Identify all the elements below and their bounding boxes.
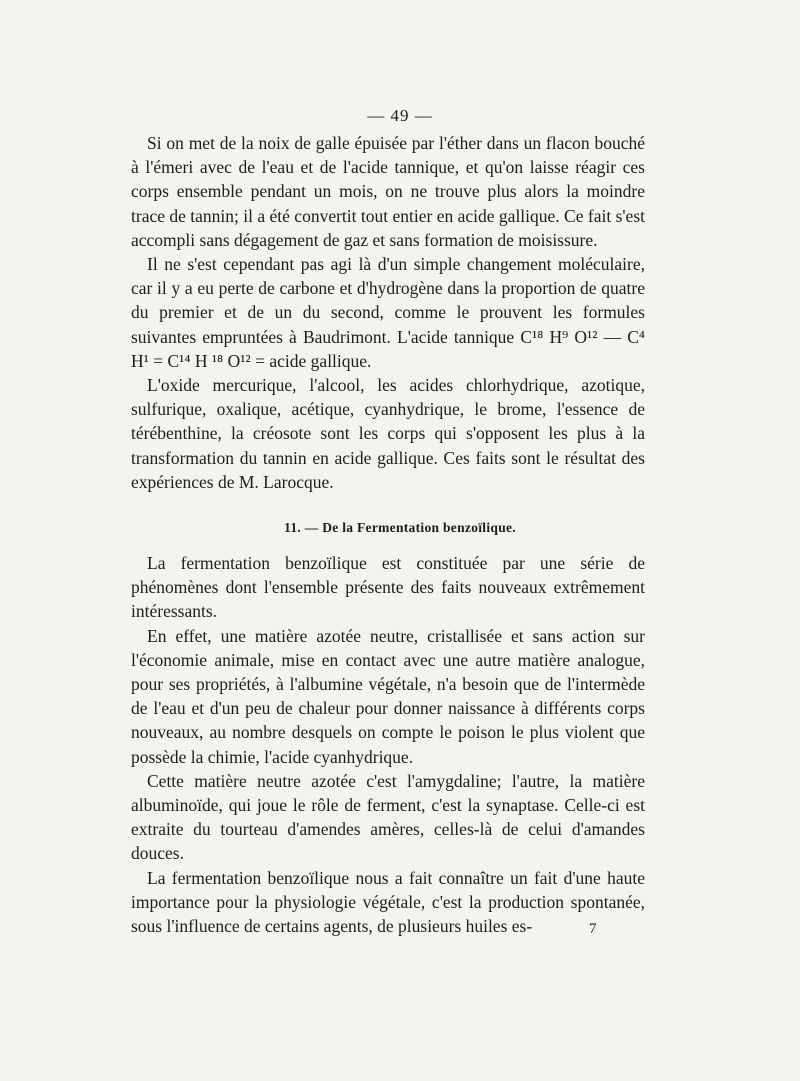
- text-block-after-heading: [131, 551, 645, 938]
- paragraph-inhibitors: L'oxide mercurique, l'alcool, les acides chlorhydrique, azotique, sulfurique, oxalique, acétique, cyanhydrique, le brome, l'essence de térébenthine, la créosote sont les corps qui s'opposent les plus à la transformation du tannin en acide gallique. Ces faits sont le résultat des expériences de M. Larocque.: [131, 375, 645, 492]
- paragraph-synaptase: Cette matière neutre azotée c'est l'amygdaline; l'autre, la matière albuminoïde, qui joue le rôle de ferment, c'est la synaptase. Celle-ci est extraite du tourteau d'amendes amères, celles-là de celui d'amandes douces.: [131, 770, 645, 864]
- paragraph-plant-physiology: La fermentation benzoïlique nous a fait connaître un fait d'une haute importance pour la physiologie végétale, c'est la production spontanée, sous l'influence de certains agents, de plusieurs huiles es-: [131, 867, 645, 937]
- page-number: — 49 —: [367, 106, 433, 125]
- text-block-before-heading: [131, 131, 645, 494]
- paragraph-amygdalin-reaction: En effet, une matière azotée neutre, cristallisée et sans action sur l'économie animale, mise en contact avec une autre matière analogue, pour ses propriétés, à l'albumine végétale, n'a besoin que de l'intermède de l'eau et d'un peu de chaleur pour donner naissance à différents corps nouveaux, au nombre desquels on compte le poison le plus violent que possède la chimie, l'acide cyanhydrique.: [131, 625, 645, 767]
- paragraph-molecular-change: Il ne s'est cependant pas agi là d'un simple changement moléculaire, car il y a eu perte de carbone et d'hydrogène dans la proportion de quatre du premier et de un du second, comme le prouvent les formules suivantes empruntées à Baudrimont. L'acide tannique C¹⁸ H⁹ O¹² — C⁴ H¹ = C¹⁴ H ¹⁸ O¹² = acide gallique.: [131, 254, 645, 371]
- section-heading: 11. — De la Fermentation benzoïlique.: [284, 520, 516, 535]
- paragraph-gallic-acid-experiment: Si on met de la noix de galle épuisée par l'éther dans un flacon bouché à l'émeri avec de l'eau et de l'acide tannique, et qu'on laisse réagir ces corps ensemble pendant un mois, on ne trouve plus alors la moindre trace de tannin; il a été convertit tout entier en acide gallique. Ce fait s'est accompli sans dégagement de gaz et sans formation de moisissure.: [131, 133, 645, 250]
- signature-mark: 7: [589, 921, 597, 937]
- paragraph-benzoic-intro: La fermentation benzoïlique est constituée par une série de phénomènes dont l'ensemble présente des faits nouveaux extrêmement intéressants.: [131, 553, 645, 622]
